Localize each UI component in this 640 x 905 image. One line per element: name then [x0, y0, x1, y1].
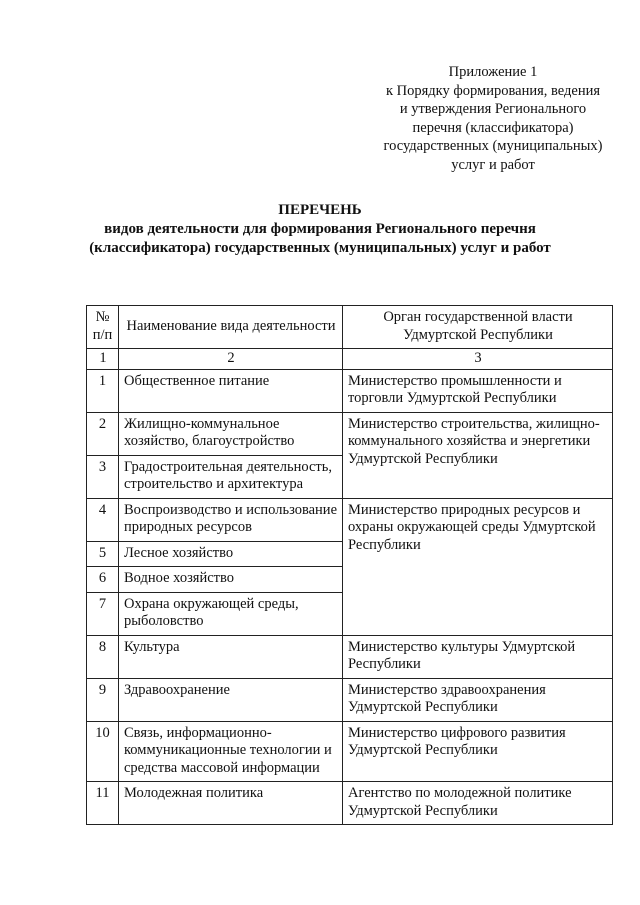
- row-activity: Здравоохранение: [119, 678, 343, 721]
- row-authority: Министерство цифрового развития Удмуртской Республики: [343, 721, 613, 782]
- row-activity: Жилищно-коммунальное хозяйство, благоустройство: [119, 412, 343, 455]
- row-num: 10: [87, 721, 119, 782]
- row-activity: Культура: [119, 635, 343, 678]
- row-num: 7: [87, 592, 119, 635]
- row-authority: Министерство здравоохранения Удмуртской Республики: [343, 678, 613, 721]
- document-title: [40, 201, 600, 258]
- table-row: [87, 498, 613, 541]
- header-authority: Орган государственной власти Удмуртской Республики: [343, 306, 613, 349]
- header-activity: Наименование вида деятельности: [119, 306, 343, 349]
- appendix-note: [368, 63, 618, 174]
- header-num: № п/п: [87, 306, 119, 349]
- column-index: 1: [87, 349, 119, 370]
- row-num: 11: [87, 782, 119, 825]
- table-row: [87, 635, 613, 678]
- appendix-line: государственных (муниципальных): [383, 138, 603, 154]
- title-main: ПЕРЕЧЕНЬ: [278, 202, 362, 218]
- row-activity: Водное хозяйство: [119, 567, 343, 593]
- row-num: 6: [87, 567, 119, 593]
- row-num: 9: [87, 678, 119, 721]
- row-num: 5: [87, 541, 119, 567]
- table-row: [87, 369, 613, 412]
- appendix-line: перечня (классификатора): [412, 119, 574, 136]
- appendix-line: к Порядку формирования, ведения: [385, 82, 601, 99]
- row-num: 4: [87, 498, 119, 541]
- row-activity: Воспроизводство и использование природных ресурсов: [119, 498, 343, 541]
- row-num: 3: [87, 455, 119, 498]
- row-activity: Общественное питание: [119, 369, 343, 412]
- row-activity: Лесное хозяйство: [119, 541, 343, 567]
- row-authority: Министерство промышленности и торговли Удмуртской Республики: [343, 369, 613, 412]
- row-authority: Агентство по молодежной политике Удмуртской Республики: [343, 782, 613, 825]
- title-line: (классификатора) государственных (муниципальных) услуг и работ: [89, 240, 551, 256]
- row-num: 8: [87, 635, 119, 678]
- row-authority: Министерство строительства, жилищно-коммунального хозяйства и энергетики Удмуртской Республики: [343, 412, 613, 498]
- table-row: [87, 678, 613, 721]
- column-index-row: [87, 349, 613, 370]
- row-num: 1: [87, 369, 119, 412]
- table-row: [87, 782, 613, 825]
- row-activity: Связь, информационно-коммуникационные технологии и средства массовой информации: [119, 721, 343, 782]
- column-index: 3: [343, 349, 613, 370]
- table-header-row: [87, 306, 613, 349]
- appendix-line: и утверждения Регионального: [399, 101, 587, 117]
- row-num: 2: [87, 412, 119, 455]
- activities-table: [86, 305, 613, 825]
- row-activity: Молодежная политика: [119, 782, 343, 825]
- title-line: видов деятельности для формирования Регионального перечня: [104, 221, 536, 237]
- row-authority: Министерство природных ресурсов и охраны окружающей среды Удмуртской Республики: [343, 498, 613, 635]
- table-row: [87, 412, 613, 455]
- column-index: 2: [119, 349, 343, 370]
- row-activity: Охрана окружающей среды, рыболовство: [119, 592, 343, 635]
- appendix-line: услуг и работ: [451, 156, 535, 173]
- row-activity: Градостроительная деятельность, строительство и архитектура: [119, 455, 343, 498]
- table-row: [87, 721, 613, 782]
- row-authority: Министерство культуры Удмуртской Республики: [343, 635, 613, 678]
- appendix-line: Приложение 1: [448, 64, 538, 80]
